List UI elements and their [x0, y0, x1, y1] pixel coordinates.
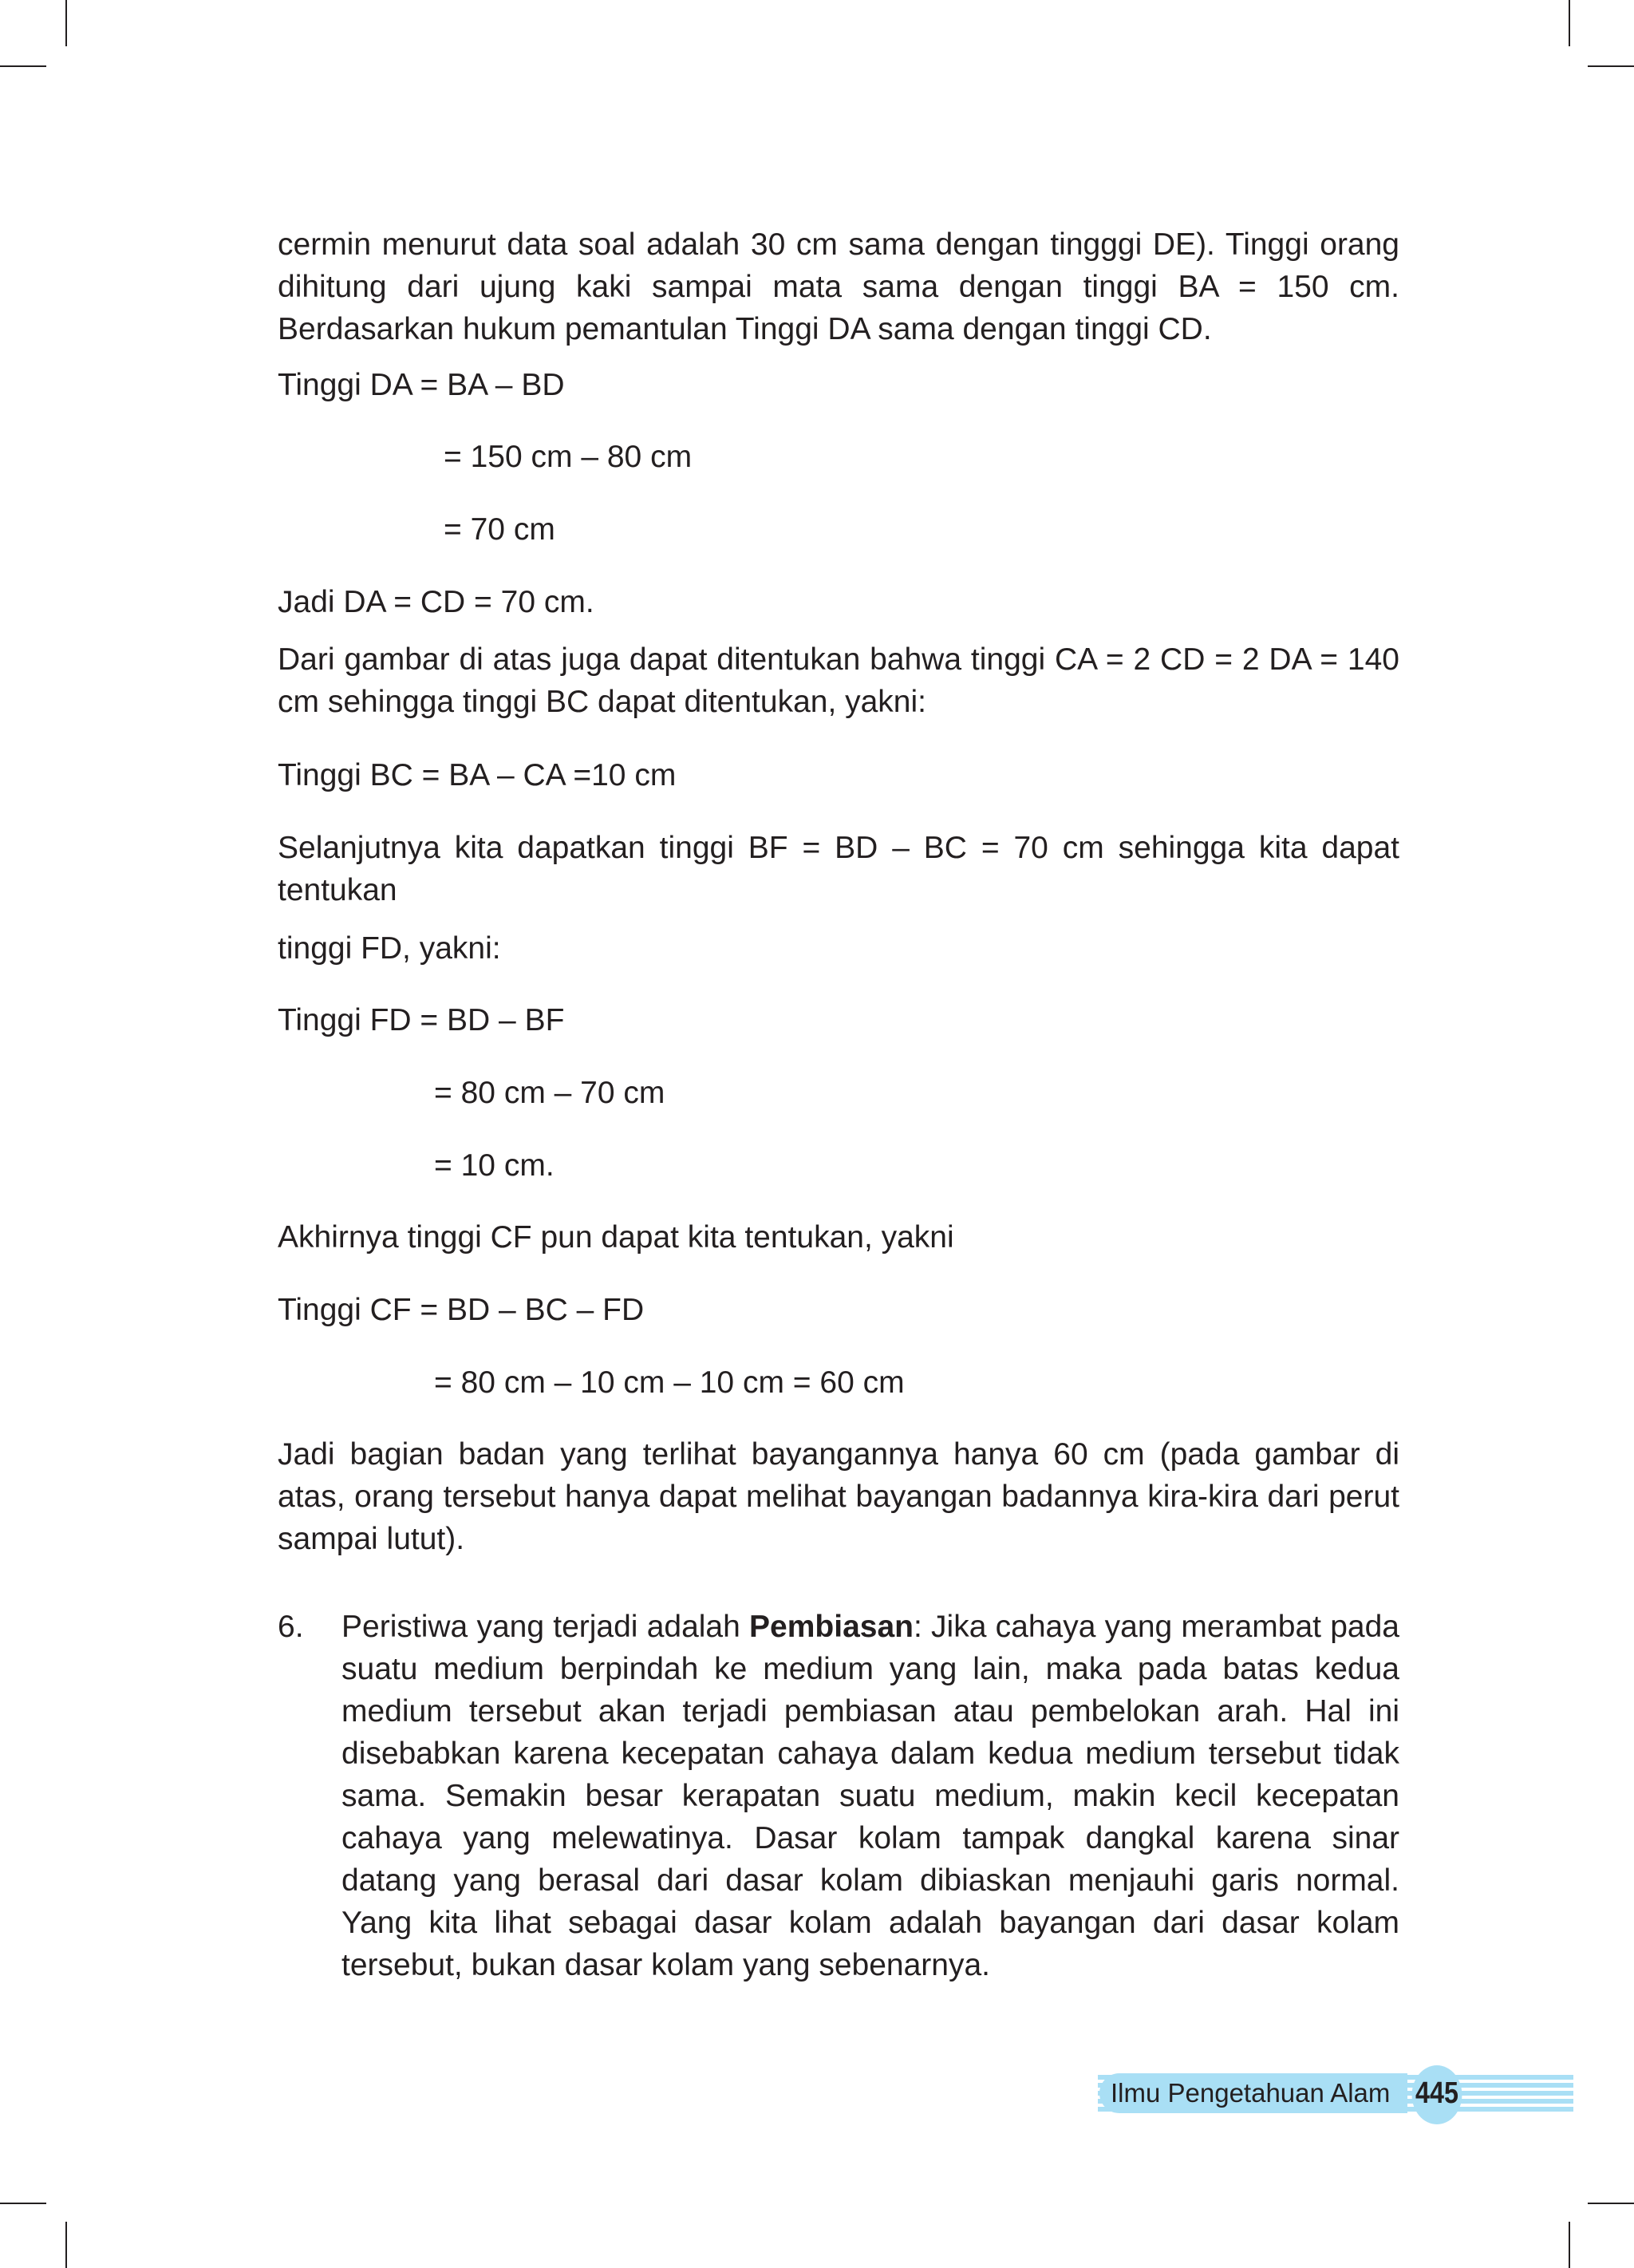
book-title: Ilmu Pengetahuan Alam — [1099, 2073, 1407, 2113]
paragraph-intro: cermin menurut data soal adalah 30 cm sama dengan tingggi DE). Tinggi orang dihitung dari ujung kaki sampai mata sama dengan tinggi BA = 150 cm. Berdasarkan hukum pemantulan Tinggi DA sama dengan tinggi CD. — [278, 227, 1399, 346]
list-item-number: 6. — [278, 1610, 304, 1644]
equation-da-step-2: = 70 cm — [444, 512, 555, 547]
crop-mark — [1588, 2203, 1634, 2204]
list-item-text — [341, 1606, 1399, 1986]
equation-cf: Tinggi CF = BD – BC – FD — [278, 1293, 645, 1327]
paragraph-fd-intro: tinggi FD, yakni: — [278, 931, 501, 966]
page-footer — [1098, 2068, 1573, 2120]
crop-mark — [65, 0, 67, 46]
crop-mark — [0, 65, 46, 67]
crop-mark — [65, 2222, 67, 2268]
equation-fd-step-2: = 10 cm. — [434, 1148, 555, 1183]
paragraph-conclusion: Jadi bagian badan yang terlihat bayangannya hanya 60 cm (pada gambar di atas, orang tersebut hanya dapat melihat bayangan badannya kira-kira dari perut sampai lutut). — [278, 1437, 1399, 1556]
paragraph-ca: Dari gambar di atas juga dapat ditentukan bahwa tinggi CA = 2 CD = 2 DA = 140 cm sehingga tinggi BC dapat ditentukan, yakni: — [278, 642, 1399, 719]
crop-mark — [1588, 65, 1634, 67]
paragraph-cf-intro: Akhirnya tinggi CF pun dapat kita tentukan, yakni — [278, 1220, 954, 1255]
equation-cf-step-1: = 80 cm – 10 cm – 10 cm = 60 cm — [434, 1365, 905, 1400]
equation-da-step-1: = 150 cm – 80 cm — [444, 440, 693, 474]
paragraph-bf: Selanjutnya kita dapatkan tinggi BF = BD – BC = 70 cm sehingga kita dapat tentukan — [278, 831, 1399, 907]
page-number: 445 — [1412, 2065, 1462, 2124]
equation-bc: Tinggi BC = BA – CA =10 cm — [278, 758, 677, 792]
term-pembiasan: Pembiasan — [749, 1610, 914, 1644]
equation-fd: Tinggi FD = BD – BF — [278, 1003, 565, 1037]
equation-fd-step-1: = 80 cm – 70 cm — [434, 1076, 665, 1110]
list-item-rest: : Jika cahaya yang merambat pada suatu medium berpindah ke medium yang lain, maka pada batas kedua medium tersebut akan terjadi pembiasan atau pembelokan arah. Hal ini disebabkan karena kecepatan cahaya dalam kedua medium tersebut tidak sama. Semakin besar kerapatan suatu medium, makin kecil kecepatan cahaya yang melewatinya. Dasar kolam tampak dangkal karena sinar datang yang berasal dari dasar kolam dibiaskan menjauhi garis normal. Yang kita lihat sebagai dasar kolam adalah bayangan dari dasar kolam tersebut, bukan dasar kolam yang sebenarnya. — [341, 1610, 1399, 1982]
result-da: Jadi DA = CD = 70 cm. — [278, 585, 594, 619]
equation-da: Tinggi DA = BA – BD — [278, 368, 565, 402]
crop-mark — [1569, 0, 1570, 46]
crop-mark — [1569, 2222, 1570, 2268]
crop-mark — [0, 2203, 46, 2204]
list-item-lead: Peristiwa yang terjadi adalah — [341, 1610, 750, 1644]
